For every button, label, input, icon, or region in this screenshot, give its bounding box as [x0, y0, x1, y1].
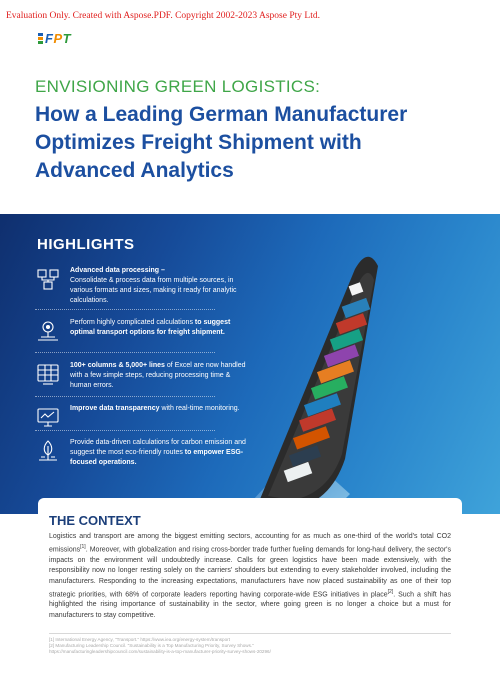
highlight-bold: Advanced data processing – — [70, 267, 165, 274]
highlight-text — [70, 438, 250, 468]
context-title: THE CONTEXT — [49, 513, 141, 528]
transport-route-icon — [35, 318, 61, 344]
highlight-text — [70, 318, 250, 344]
data-processing-icon — [35, 266, 61, 292]
title-line-2: Optimizes Freight Shipment with — [35, 131, 362, 154]
highlight-item-transparency — [35, 404, 250, 430]
highlight-detail: with real-time monitoring. — [161, 405, 240, 412]
highlight-divider — [35, 352, 215, 353]
highlight-item-data-processing — [35, 266, 250, 306]
logo-letter-f: F — [45, 31, 54, 46]
highlight-item-eco-routes — [35, 438, 250, 468]
highlight-divider — [35, 396, 215, 397]
context-body — [49, 532, 451, 621]
references — [49, 637, 451, 655]
eyebrow-title: ENVISIONING GREEN LOGISTICS: — [35, 77, 321, 96]
highlight-text — [70, 266, 250, 306]
eco-routes-icon — [35, 438, 61, 464]
highlight-text — [70, 404, 240, 430]
footnote-ref-1[interactable]: [1] — [80, 544, 86, 551]
references-divider — [49, 633, 451, 634]
reference-1: [1] International Energy Agency, "Transport." https://www.iea.org/energy-system/transport — [49, 637, 230, 642]
page-title — [35, 101, 475, 185]
context-text-part-b: . Moreover, with globalization and rising cross-border trade further fueling demands for long-haul delivery, the sector's impacts on the environment will undoubtedly increase. Calls for green logistics have been made extensively, with the responsibility now no longer resting solely on the carriers' shoulders but extending to every stakeholder involved, including the manufacturers. Responding to the increasing expectations, manufacturers have now placed sustainability as one of their top strategic priorities, with 68% of corporate leaders reporting having corporate-wide ESG initiatives in place — [49, 546, 451, 599]
highlights-title: HIGHLIGHTS — [37, 236, 135, 253]
highlight-bold: to suggest optimal transport options for freight shipment. — [70, 319, 231, 336]
reference-link[interactable]: https://manufacturingleadershipcouncil.com/sustainability-is-a-top-manufacturer-priority-survey-shows-20296/ — [49, 649, 271, 654]
fpt-logo — [38, 31, 71, 46]
highlight-item-excel — [35, 361, 250, 391]
footnote-ref-2[interactable]: [2] — [387, 588, 394, 595]
highlight-bold: 100+ columns & 5,000+ lines — [70, 362, 165, 369]
reference-2: [2] Manufacturing Leadership Council. "Sustainability is a Top Manufacturing Priority, Survey Shows." — [49, 643, 254, 648]
highlight-detail: Provide data-driven calculations for carbon emission and suggest the most eco-friendly routes — [70, 439, 246, 456]
highlight-detail: Consolidate & process data from multiple sources, in various formats and sizes, making it ready for analytic calculations. — [70, 277, 237, 304]
highlight-divider — [35, 309, 215, 310]
highlight-detail: of Excel are now handled with a few simple steps, reducing processing time & human errors. — [70, 362, 246, 389]
evaluation-watermark: Evaluation Only. Created with Aspose.PDF. Copyright 2002-2023 Aspose Pty Ltd. — [6, 11, 320, 21]
context-text-part-a: Logistics and transport are among the biggest emitting sectors, accounting for as much as one-third of the world's total CO2 emissions — [49, 533, 451, 554]
logo-letter-t: T — [62, 31, 72, 46]
highlight-item-calculations — [35, 318, 250, 344]
highlight-text — [70, 361, 250, 391]
logo-stripes — [38, 33, 43, 45]
highlight-bold: to empower ESG-focused operations. — [70, 449, 244, 466]
excel-lines-icon — [35, 361, 61, 387]
highlight-divider — [35, 430, 215, 431]
highlight-bold: Improve data transparency — [70, 405, 160, 412]
logo-letter-p: P — [53, 31, 63, 46]
transparency-icon — [35, 404, 61, 430]
title-line-3: Advanced Analytics — [35, 159, 234, 182]
context-text-part-c: . Such a shift has highlighted the rising importance of sustainability in the sector, where going green is no longer a choice but a must for manufacturers to stay competitive. — [49, 591, 451, 619]
highlight-detail: Perform highly complicated calculations — [70, 319, 193, 326]
title-line-1: How a Leading German Manufacturer — [35, 103, 408, 126]
